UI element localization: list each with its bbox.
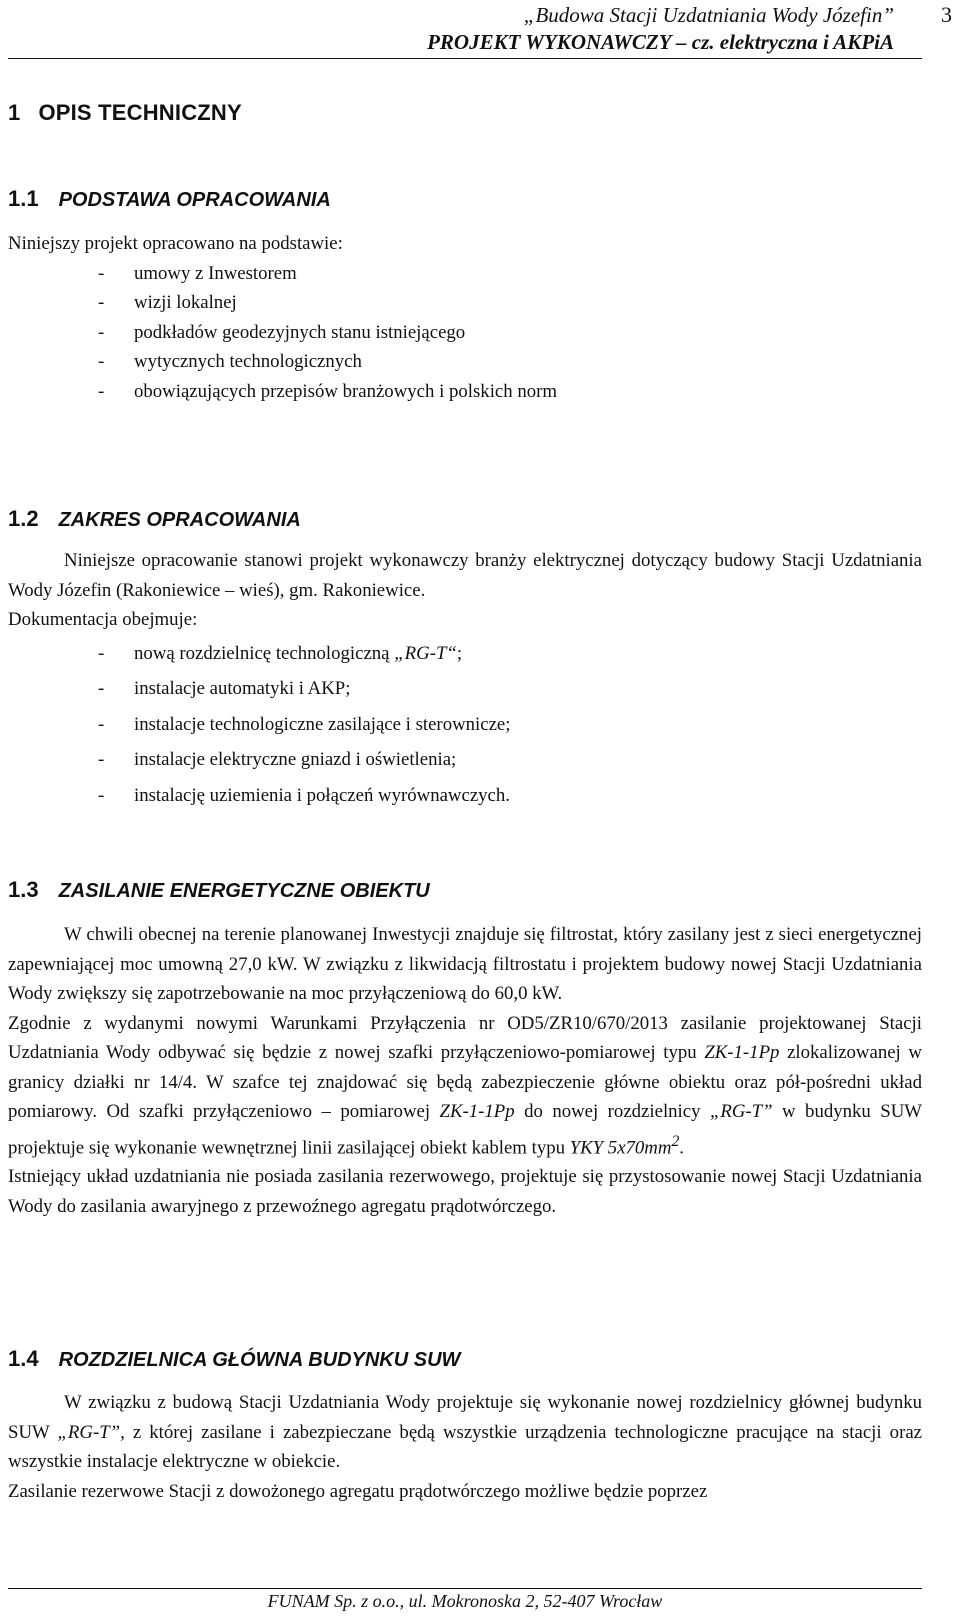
heading-title: ZASILANIE ENERGETYCZNE OBIEKTU xyxy=(58,880,430,902)
intro-text: Niniejszy projekt opracowano na podstawie: xyxy=(8,233,343,254)
list-item: - obowiązujących przepisów branżowych i polskich norm xyxy=(98,380,557,402)
heading-number: 1.1 xyxy=(8,186,39,211)
heading-1-1 xyxy=(8,186,331,212)
heading-1-2 xyxy=(8,506,301,532)
heading-number: 1.4 xyxy=(8,1346,39,1371)
heading-number: 1.2 xyxy=(8,506,39,531)
heading-title: ROZDZIELNICA GŁÓWNA BUDYNKU SUW xyxy=(58,1349,461,1371)
page-number: 3 xyxy=(941,2,952,27)
paragraph: W chwili obecnej na terenie planowanej Inwestycji znajduje się filtrostat, który zasilany jest z sieci energetycznej zapewniającej moc umowną 27,0 kW. W związku z likwidacją filtrostatu i projektem budowy nowej Stacji Uzdatniania Wody zwiększy się zapotrzebowanie na moc przyłączeniową do 60,0 kW. xyxy=(8,924,922,1004)
list-item: - wizji lokalnej xyxy=(98,292,237,313)
paragraph: Zgodnie z wydanymi nowymi Warunkami Przyłączenia nr OD5/ZR10/670/2013 zasilanie projektowanej Stacji Uzdatniania Wody odbywać się będzie z nowej szafki przyłączeniowo-pomiarowej typu ZK-1-1Pp zlokalizowanej w granicy działki nr 14/4. W szafce tej znajdować się będą zabezpieczenie główne obiektu oraz pół-pośredni układ pomiarowy. Od szafki przyłączeniowo – pomiarowej ZK-1-1Pp do nowej rozdzielnicy „RG-T” w budynku SUW projektuje się wykonanie wewnętrznej linii zasilającej obiekt kablem typu YKY $5x70mm^2$. xyxy=(8,1012,922,1158)
list-item: - instalacje technologiczne zasilające i sterownicze; xyxy=(98,713,511,735)
footer-divider xyxy=(8,1588,922,1589)
list-item: - podkładów geodezyjnych stanu istniejącego xyxy=(98,321,466,343)
header-subtitle: PROJEKT WYKONAWCZY – cz. elektryczna i AKPiA xyxy=(427,30,894,54)
list-item: - umowy z Inwestorem xyxy=(98,262,297,284)
heading-1-title: OPIS TECHNICZNY xyxy=(38,100,242,125)
section-1-4-body xyxy=(8,1388,922,1506)
heading-1-number: 1 xyxy=(8,100,21,125)
list-item: - nową rozdzielnicę technologiczną „RG-T“; xyxy=(98,642,463,664)
footer: FUNAM Sp. z o.o., ul. Mokronoska 2, 52-407 Wrocław xyxy=(267,1591,663,1611)
section-1-2-body xyxy=(8,546,922,810)
running-header xyxy=(427,2,894,56)
paragraph: Zasilanie rezerwowe Stacji z dowożonego agregatu prądotwórczego możliwe będzie poprzez xyxy=(8,1480,708,1502)
section-1-3-body xyxy=(8,920,922,1221)
heading-title: PODSTAWA OPRACOWANIA xyxy=(58,189,331,211)
header-title: „Budowa Stacji Uzdatniania Wody Józefin” xyxy=(523,3,894,27)
header-divider xyxy=(8,58,922,59)
paragraph: Istniejący układ uzdatniania nie posiada zasilania rezerwowego, projektuje się przystosowanie nowej Stacji Uzdatniania Wody do zasilania awaryjnego z przewoźnego agregatu prądotwórczego. xyxy=(8,1166,922,1217)
list-item: - instalacje automatyki i AKP; xyxy=(98,678,351,699)
paragraph: Niniejsze opracowanie stanowi projekt wykonawczy branży elektrycznej dotyczący budowy Stacji Uzdatniania Wody Józefin (Rakoniewice – wieś), gm. Rakoniewice. xyxy=(8,550,922,601)
heading-1-4 xyxy=(8,1346,460,1372)
list-item: - wytycznych technologicznych xyxy=(98,351,362,372)
heading-1-3 xyxy=(8,877,430,903)
heading-number: 1.3 xyxy=(8,877,39,902)
section-1-1-body xyxy=(8,229,922,406)
paragraph: W związku z budową Stacji Uzdatniania Wody projektuje się wykonanie nowej rozdzielnicy głównej budynku SUW „RG-T”, z której zasilane i zabezpieczane będą wszystkie urządzenia technologiczne pracujące na stacji oraz wszystkie instalacje elektryczne w obiekcie. xyxy=(8,1392,923,1472)
heading-1 xyxy=(8,100,242,126)
list-item: - instalacje elektryczne gniazd i oświetlenia; xyxy=(98,749,457,770)
list-item: - instalację uziemienia i połączeń wyrównawczych. xyxy=(98,784,510,806)
heading-title: ZAKRES OPRACOWANIA xyxy=(58,509,301,531)
paragraph: Dokumentacja obejmuje: xyxy=(8,609,198,630)
